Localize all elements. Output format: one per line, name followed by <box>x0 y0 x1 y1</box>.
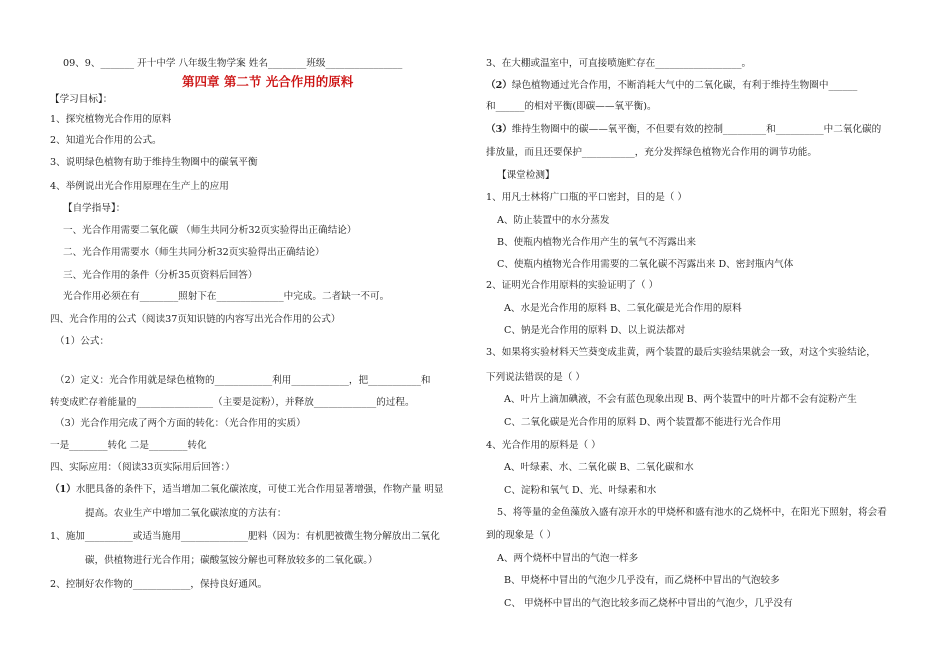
line-goal-heading: 【学习目标】： <box>50 94 113 105</box>
line-r-q2-cd: C、钠是光合作用的原料 D、以上说法都对 <box>504 325 686 336</box>
line-formula-heading: 四、光合作用的公式（阅读37页知识链的内容写出光合作用的公式） <box>50 314 341 325</box>
line-r-q1-c: C、使瓶内植物光合作用需要的二氧化碳不泻露出来 D、密封瓶内气体 <box>497 259 794 270</box>
line-r-q4-cd: C、淀粉和氧气 D、光、叶绿素和水 <box>504 485 657 496</box>
line-r-q2-ab: A、水是光合作用的原料 B、二氧化碳是光合作用的原料 <box>504 303 742 314</box>
line-formula: （1）公式： <box>55 336 110 347</box>
line-r-balance-3: （3）维持生物圈中的碳——氧平衡，不但要有效的控制_________和__________中二氧化碳的 <box>486 124 882 135</box>
line-r-q3a: 3、如果将实验材料天竺葵变成韭黄，两个装置的最后实验结果就会一致，对这个实验结论， <box>486 347 876 358</box>
line-guide-1: 一、光合作用需要二氧化碳 （师生共同分析32页实验得出正确结论） <box>63 225 357 236</box>
line-r-q1-a: A、防止装置中的水分蒸发 <box>497 215 610 226</box>
line-goal-2: 2、知道光合作用的公式。 <box>50 135 162 146</box>
line-change-heading: （3）光合作用完成了两个方面的转化：（光合作用的实质） <box>55 418 306 429</box>
line-r-q1: 1、用凡士林将广口瓶的平口密封，目的是（ ） <box>486 192 688 203</box>
line-header: 09、9、_______ 开十中学 八年级生物学案 姓名________班级________________ <box>63 58 403 69</box>
line-r-q3b: 下列说法错误的是（ ） <box>486 372 585 383</box>
line-r-q5b: 到的现象是（ ） <box>486 530 557 541</box>
line-r-apply-3: 3、在大棚或温室中，可直接喷施贮存在__________________。 <box>486 58 752 69</box>
line-apply-2a: 1、施加__________或适当施用______________肥料（因为：有机肥被微生物分解放出二氧化 <box>50 531 440 542</box>
line-r-q2: 2、证明光合作用原料的实验证明了（ ） <box>486 280 659 291</box>
line-r-q5-b: B、甲烧杯中冒出的气泡少几乎没有，而乙烧杯中冒出的气泡较多 <box>504 575 780 586</box>
line-r-balance-2: 和______的相对平衡(即碳——氧平衡)。 <box>486 101 657 112</box>
line-r-q3-ab: A、叶片上滴加碘液，不会有蓝色现象出现 B、两个装置中的叶片都不会有淀粉产生 <box>504 394 857 405</box>
line-r-q3-cd: C、二氧化碳是光合作用的原料 D、两个装置都不能进行光合作用 <box>504 417 782 428</box>
line-r-balance-4: 排放量，而且还要保护___________，充分发挥绿色植物光合作用的调节功能。 <box>486 147 817 158</box>
line-apply-2b: 碳，供植物进行光合作用；碳酸氢铵分解也可释放较多的二氧化碳。） <box>85 555 378 566</box>
line-r-q4-ab: A、叶绿素、水、二氧化碳 B、二氧化碳和水 <box>504 462 694 473</box>
line-goal-3: 3、说明绿色植物有助于维持生物圈中的碳氧平衡 <box>50 157 258 168</box>
line-guide-heading: 【自学指导】： <box>63 203 126 214</box>
line-r-balance-1: （2）绿色植物通过光合作用，不断消耗大气中的二氧化碳，有利于维持生物圈中______ <box>486 80 858 91</box>
line-apply-3: 2、控制好农作物的____________，保持良好通风。 <box>50 579 268 590</box>
line-guide-3: 三、光合作用的条件（分析35页资料后回答） <box>63 270 258 281</box>
line-guide-2: 二、光合作用需要水（师生共同分析32页实验得出正确结论） <box>63 247 325 258</box>
line-definition-1: （2）定义：光合作用就是绿色植物的____________利用____________，把___________和 <box>55 375 431 386</box>
line-r-q4: 4、光合作用的原料是（ ） <box>486 440 601 451</box>
line-apply-1b: 提高。农业生产中增加二氧化碳浓度的方法有： <box>85 508 287 519</box>
line-r-q5-a: A、两个烧杯中冒出的气泡一样多 <box>497 553 639 564</box>
line-title: 第四章 第二节 光合作用的原料 <box>182 74 354 89</box>
line-r-q5a: 5、将等量的金鱼藻放入盛有凉开水的甲烧杯和盛有池水的乙烧杯中，在阳光下照射，将会看 <box>497 507 887 518</box>
line-apply-heading: 四、实际应用：（阅读33页实际用后回答：） <box>50 462 235 473</box>
line-r-q1-b: B、使瓶内植物光合作用产生的氧气不泻露出来 <box>497 237 696 248</box>
line-r-q5-c: C、 甲烧杯中冒出的气泡比较多而乙烧杯中冒出的气泡少，几乎没有 <box>504 598 793 609</box>
line-goal-4: 4、举例说出光合作用原理在生产上的应用 <box>50 181 229 192</box>
line-r-test-heading: 【课堂检测】 <box>497 170 555 181</box>
line-definition-2: 转变成贮存着能量的________________（主要是淀粉），并释放_____________的过程。 <box>50 397 415 408</box>
line-change: 一是________转化 二是________转化 <box>50 440 207 451</box>
line-apply-1a: （1）水肥具备的条件下，适当增加二氧化碳浓度，可使工光合作用显著增强，作物产量 明显 <box>50 484 444 495</box>
line-goal-1: 1、探究植物光合作用的原料 <box>50 114 172 125</box>
line-condition: 光合作用必须在有________照射下在______________中完成。二者缺一不可。 <box>63 291 390 302</box>
